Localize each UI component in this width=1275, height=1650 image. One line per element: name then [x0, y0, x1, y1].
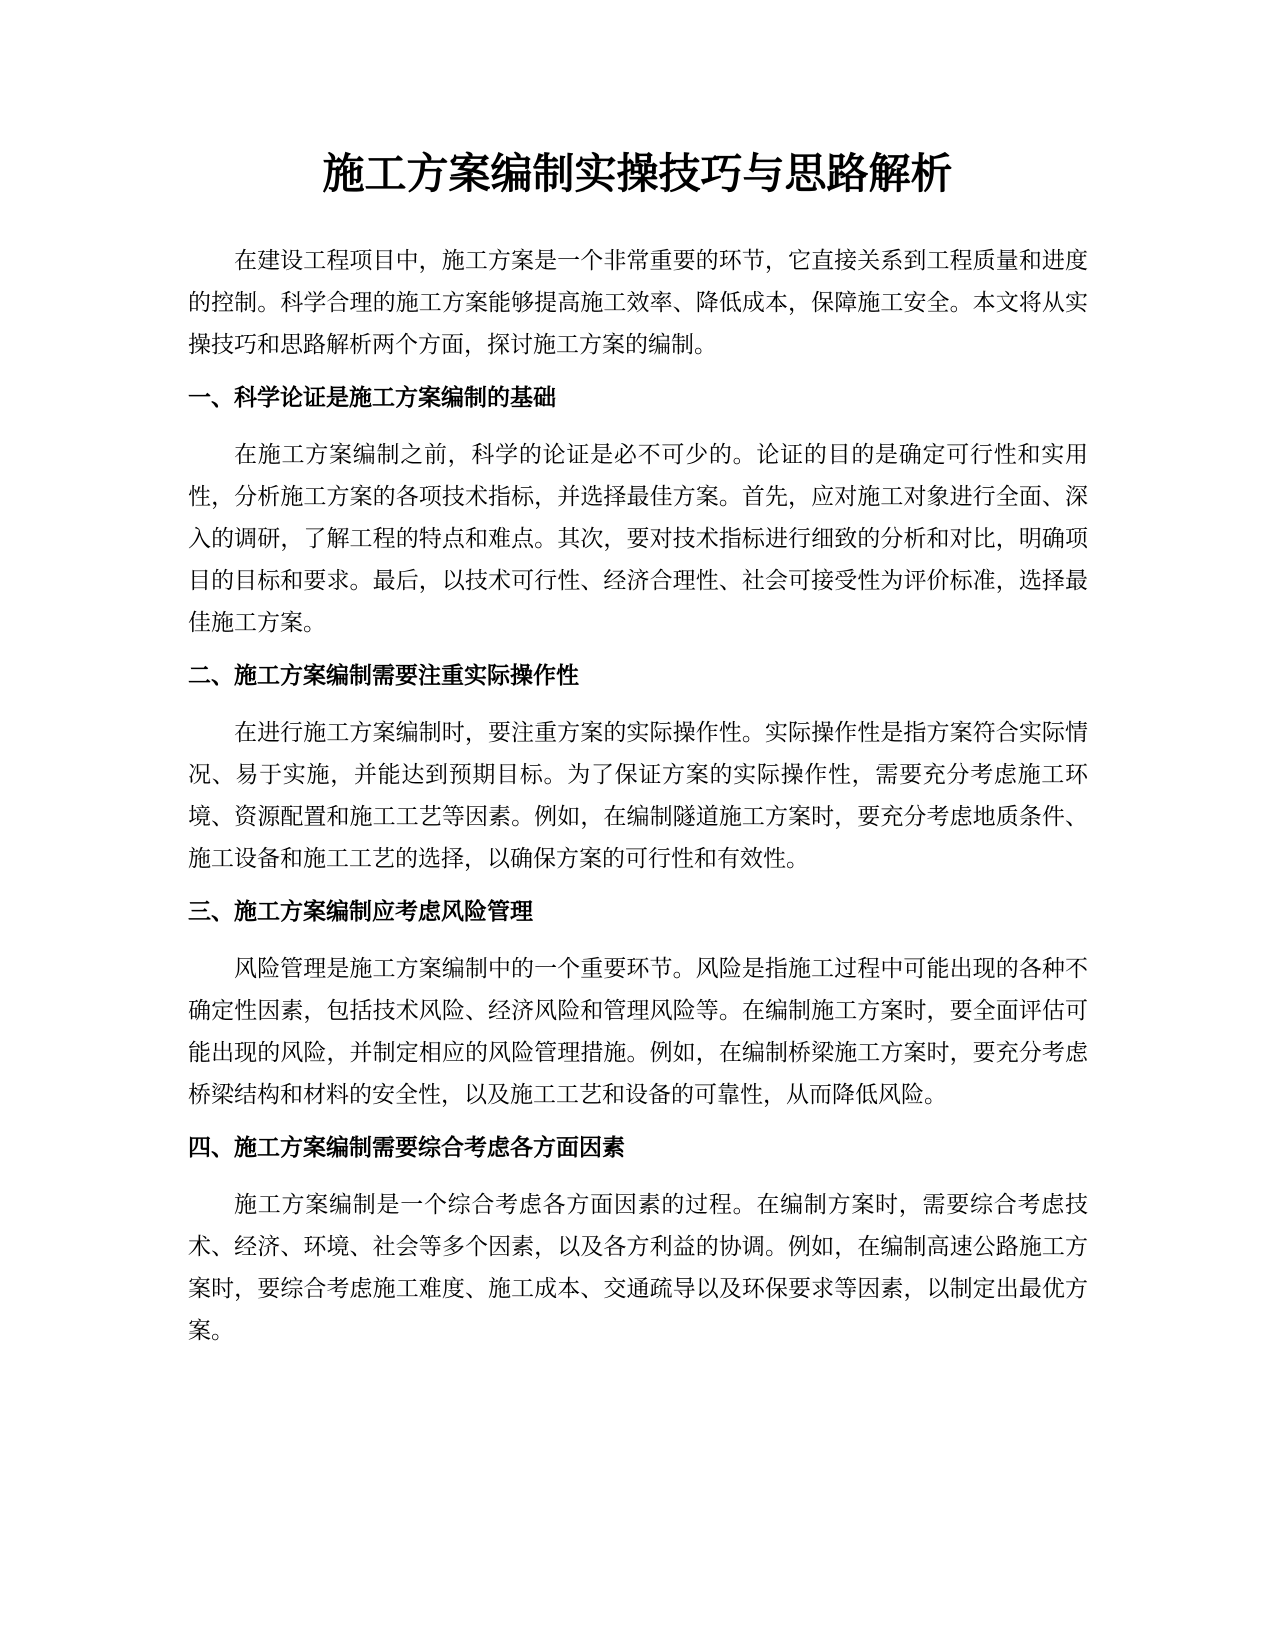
section-2-heading: 二、施工方案编制需要注重实际操作性 — [188, 663, 579, 689]
document-body — [188, 240, 1088, 1364]
section-2-paragraph: 在进行施工方案编制时，要注重方案的实际操作性。实际操作性是指方案符合实际情况、易于实施，并能达到预期目标。为了保证方案的实际操作性，需要充分考虑施工环境、资源配置和施工工艺等因素。例如，在编制隧道施工方案时，要充分考虑地质条件、施工设备和施工工艺的选择，以确保方案的可行性和有效性。 — [188, 720, 1088, 872]
section-3-heading: 三、施工方案编制应考虑风险管理 — [188, 899, 533, 925]
section-1-paragraph: 在施工方案编制之前，科学的论证是必不可少的。论证的目的是确定可行性和实用性，分析施工方案的各项技术指标，并选择最佳方案。首先，应对施工对象进行全面、深入的调研，了解工程的特点和难点。其次，要对技术指标进行细致的分析和对比，明确项目的目标和要求。最后，以技术可行性、经济合理性、社会可接受性为评价标准，选择最佳施工方案。 — [188, 442, 1088, 636]
section-3-paragraph: 风险管理是施工方案编制中的一个重要环节。风险是指施工过程中可能出现的各种不确定性因素，包括技术风险、经济风险和管理风险等。在编制施工方案时，要全面评估可能出现的风险，并制定相应的风险管理措施。例如，在编制桥梁施工方案时，要充分考虑桥梁结构和材料的安全性，以及施工工艺和设备的可靠性，从而降低风险。 — [188, 956, 1088, 1108]
section-4-heading: 四、施工方案编制需要综合考虑各方面因素 — [188, 1135, 625, 1161]
section-1-heading: 一、科学论证是施工方案编制的基础 — [188, 385, 556, 411]
page-title: 施工方案编制实操技巧与思路解析 — [322, 149, 953, 198]
section-4-paragraph: 施工方案编制是一个综合考虑各方面因素的过程。在编制方案时，需要综合考虑技术、经济、环境、社会等多个因素，以及各方利益的协调。例如，在编制高速公路施工方案时，要综合考虑施工难度、施工成本、交通疏导以及环保要求等因素，以制定出最优方案。 — [188, 1192, 1088, 1344]
intro-paragraph: 在建设工程项目中，施工方案是一个非常重要的环节，它直接关系到工程质量和进度的控制。科学合理的施工方案能够提高施工效率、降低成本，保障施工安全。本文将从实操技巧和思路解析两个方面，探讨施工方案的编制。 — [188, 248, 1088, 358]
